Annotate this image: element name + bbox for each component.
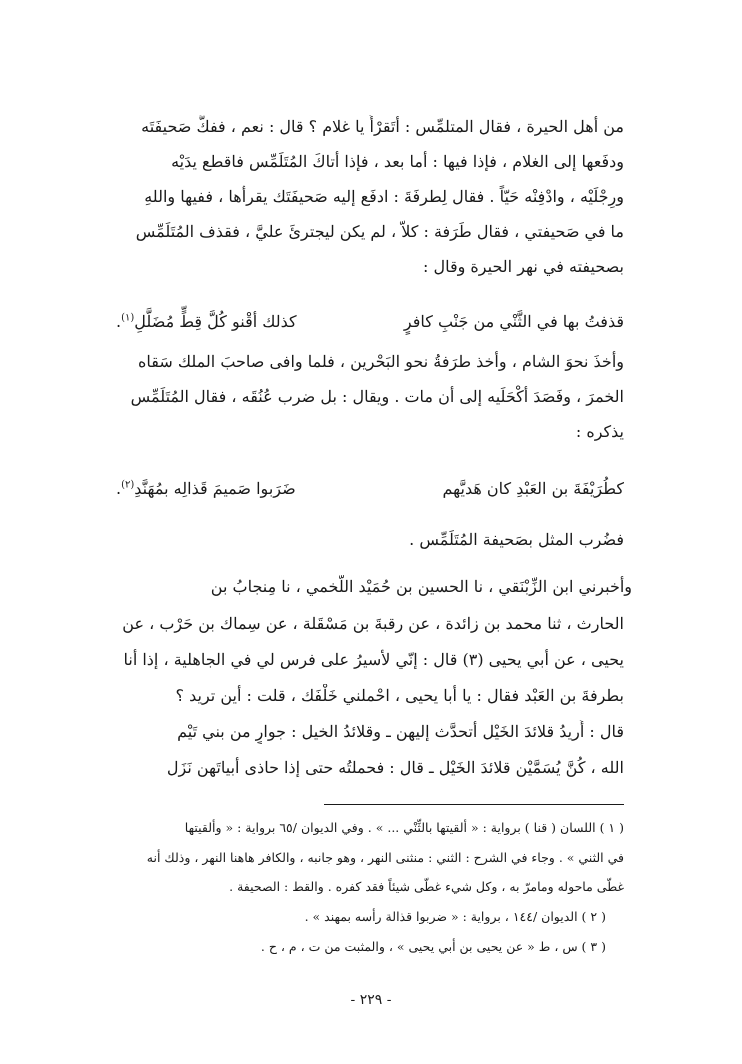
body-line: بطرفةَ بن العَبْد فقال : يا أبا يحيى ، احْملني خَلْفَك ، قلت : أين تريد ؟ <box>175 686 624 705</box>
body-line: من أهل الحيرة ، فقال المتلمِّس : أتَقرْأُ يا غلام ؟ قال : نعم ، ففكَّ صَحيفَتَه <box>141 117 624 136</box>
verse-end-mark: . <box>116 479 122 498</box>
page-number: - ٢٢٩ - <box>350 992 392 1008</box>
verse-second-hemistich <box>116 307 297 337</box>
poem-verse <box>116 307 624 337</box>
footnote-line: ( ٣ ) س ، ط « عن يحيى بن أبي يحيى » ، والمثبت من ت ، م ، ح . <box>260 939 606 954</box>
verse-first-hemistich: قذفتُ بها في الثَّنْي من جَنْبِ كافرٍ <box>403 312 624 331</box>
body-line: ورِجْلَيْه ، وادْفِنْه حَيّاً . فقال لِطرفَةَ : ادفَع إليه صَحيفَتَك يقرأْها ، ففيها واللهِ <box>144 187 624 206</box>
body-line: يذكره : <box>575 422 624 441</box>
body-line: يحيى ، عن أبي يحيى (٣) قال : إنّي لأسيرُ على فرس لي في الجاهلية ، إذا أنا <box>123 650 624 669</box>
verse-end-mark: . <box>116 312 122 331</box>
body-line: فضُرب المثل بصَحيفة المُتَلَمِّس . <box>409 530 624 549</box>
footnote-separator <box>324 804 624 805</box>
body-line: قال : أُريدُ قلائدَ الخَيْل أتحدَّث إليهن ـ وقلائدُ الخيل : جوارٍ من بني تَيْم <box>177 722 624 741</box>
verse-first-hemistich: كطُرَيْفَةَ بن العَبْدِ كان هَديَّهم <box>442 479 624 498</box>
body-line: الله ، كُنَّ يُسَمَّيْن قلائدَ الخَيْل ـ قال : فحملتُه حتى إذا حاذى أبياتَهن نَزَل <box>166 758 624 777</box>
footnote-line: ( ١ ) اللسان ( قنا ) برواية : « ألقيتها بالثِّنْي ... » . وفي الديوان /٦٥ برواية : « وألقيتها <box>184 820 624 835</box>
footnote-line: ( ٢ ) الديوان /١٤٤ ، برواية : « ضربوا قذالة رأسه بمهند » . <box>304 909 606 924</box>
footnote-line: في الثني » . وجاء في الشرح : الثني : منثنى النهر ، وهو جانبه ، والكافر هاهنا النهر ، وذلك أنه <box>146 850 624 865</box>
body-line: وأخبرني ابن الزِّبْنَقي ، نا الحسين بن حُمَيْد اللَّخمي ، نا مِنجابُ بن <box>210 577 632 596</box>
verse-second-hemistich-text: ضَرَبوا صَميمَ قَذالِه بمُهَنَّدِ <box>134 479 296 498</box>
verse-second-hemistich-text: كذلك أقْنو كُلَّ قِطٍّ مُضَلَّلِ <box>134 312 297 331</box>
footnote-line: غطّى ماحوله ومامرّ به ، وكل شيء غطّى شيئاً فقد كفره . والقط : الصحيفة . <box>229 879 624 894</box>
poem-verse <box>116 474 624 504</box>
body-line: ما في صَحيفتي ، فقال طَرَفة : كلاّ ، لم يكن ليجترئَ عليَّ ، فقذف المُتَلَمِّس <box>135 222 624 241</box>
body-line: بصحيفته في نهر الحيرة وقال : <box>422 257 624 276</box>
footnote-marker: (٢) <box>121 479 135 491</box>
footnote-marker: (١) <box>121 312 135 324</box>
body-line: الخمرَ ، وفَصَدَ أكْحَلَيه إلى أن مات . ويقال : بل ضرب عُنُقَه ، فقال المُتَلَمِّس <box>130 387 624 406</box>
body-line: ودفَعها إلى الغلام ، فإذا فيها : أما بعد ، فإذا أتاكَ المُتَلَمِّس فاقطع يدَيْه <box>171 152 624 171</box>
verse-second-hemistich <box>116 474 296 504</box>
body-line: وأخذَ نحوَ الشام ، وأخذ طرَفةُ نحو البَحْرين ، فلما وافى صاحبَ الملك سَقاه <box>138 352 624 371</box>
body-line: الحارث ، ثنا محمد بن زائدة ، عن رقبةَ بن مَسْقَلة ، عن سِماك بن حَرْب ، عن <box>122 614 624 633</box>
